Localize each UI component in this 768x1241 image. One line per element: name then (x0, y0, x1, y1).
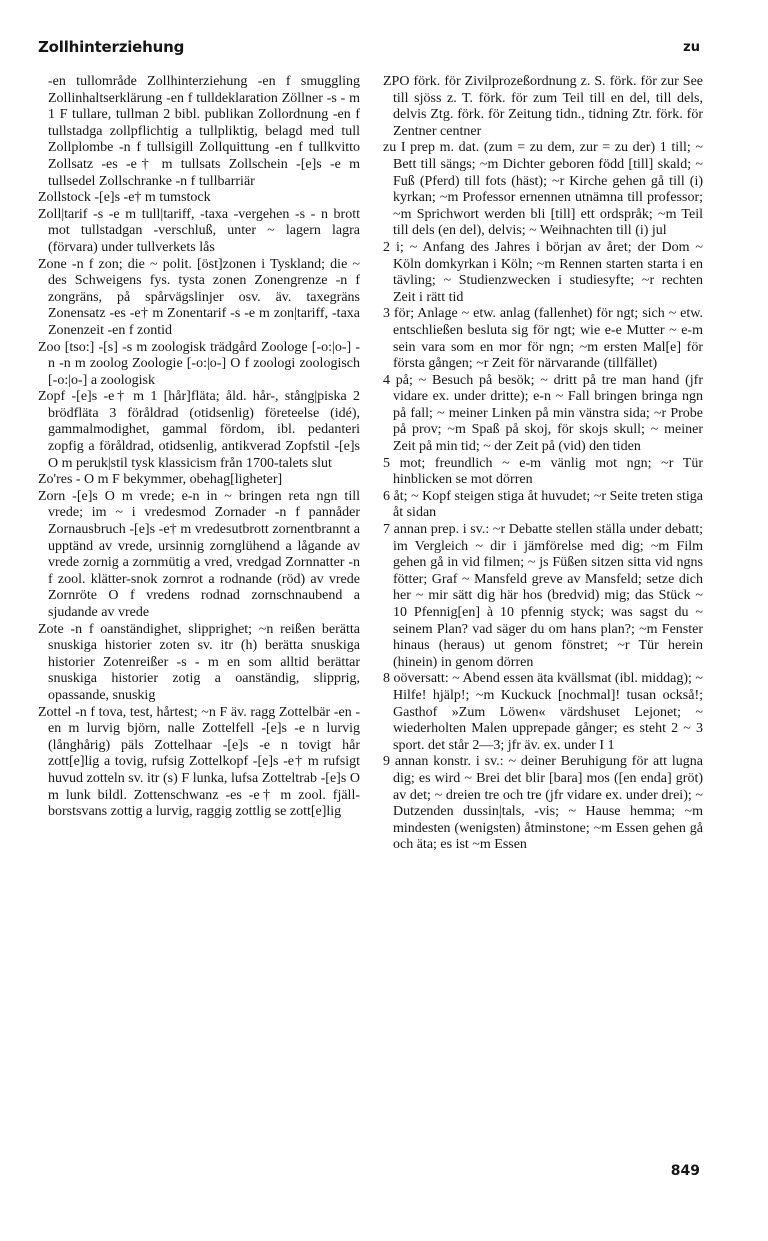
dictionary-entry: 3 för; Anlage ~ etw. anlag (fallenhet) för ngt; sich ~ etw. entschließen besluta sig för ngt; wie e-e Mutter ~ e-m sein vara som en mor för ngn; ~m ersten Mal[e] för första gången; ~r Zeit för närvarande (tillfället) (383, 306, 703, 372)
dictionary-entry: Zollstock -[e]s -e† m tumstock (38, 190, 211, 206)
dictionary-entry: Zottel -n f tova, test, hårtest; ~n F äv. ragg Zottelbär -en -en m lurvig björn, nalle Zottelfell -[e]s -e n lurvig (långhårig) päls Zottelhaar -[e]s -e n tovigt hår zott[e]lig a tovig, rufsig Zottelkopf -[e]s -e† m rufsigt huvud zotteln sv. itr (s) F lunka, lufsa Zotteltrab -[e]s O m lunk bildl. Zottenschwanz -es -e† m zool. fjäll-borstsvans zottig a lurvig, raggig zottlig se zott[e]lig (38, 704, 360, 820)
page-number: 849 (670, 1163, 700, 1179)
dictionary-entry: ZPO förk. för Zivilprozeßordnung z. S. förk. för zur See till sjöss z. T. förk. för zum Teil till en del, till dels, delvis Ztg. förk. för Zeitung tidn., tidning Ztr. förk. för Zentner centner (383, 74, 703, 139)
page-header-guide-word: zu (683, 40, 700, 55)
dictionary-entry: Zopf -[e]s -e† m 1 [hår]fläta; åld. hår-, stång|piska 2 brödfläta 3 föråldrad (otidsenlig) företeelse (idé), gammalmodighet, gammal fördom, ibl. pedanteri zopfig a föråldrad, otidsenlig, antikverad Zopfstil -[e]s O m peruk|stil tysk klassicism från 1700-talets slut (38, 389, 360, 471)
dictionary-entry: Zo'res - O m F bekymmer, obehag[ligheter] (38, 472, 283, 488)
dictionary-entry: 4 på; ~ Besuch på besök; ~ dritt på tre man hand (jfr vidare ex. under dritte); e-n ~ Fall bringen bringa ngn på fall; ~ meiner Linken på min vänstra sida; ~r Probe på prov; ~m Spaß på skoj, för skojs skull; ~ meiner Zeit på min tid; ~ der Zeit på (vid) den tiden (383, 372, 703, 455)
dictionary-entry: Zorn -[e]s O m vrede; e-n in ~ bringen reta ngn till vrede; im ~ i vredesmod Zornader -n f pannåder Zornausbruch -[e]s -e† m vredesutbrott zornentbrannt a upptänd av vrede, ursinnig zornglühend a lågande av vrede zornig a zornmütig a vred, vredgad Zornnatter -n f zool. klätter-snok zornrot a rodnande (röd) av vrede Zornröte O f vredens rodnad zornschnaubend a sjudande av vrede (38, 488, 360, 620)
dictionary-entry: zu I prep m. dat. (zum = zu dem, zur = zu der) 1 till; ~ Bett till sängs; ~m Dichter geboren född [till] skald; ~ Fuß (Pferd) till fots (häst); ~r Kirche gehen gå till (i) kyrkan; ~m Professor ernennen utnämna till professor; ~m Sprichwort werden bli [till] ett ordspråk; ~m Teil till dels (en del), delvis; ~ Weihnachten till (i) jul (383, 140, 703, 239)
dictionary-entry: 6 åt; ~ Kopf steigen stiga åt huvudet; ~r Seite treten stiga åt sidan (383, 488, 703, 521)
page-header-title: Zollhinterziehung (38, 38, 185, 56)
dictionary-entry: 7 annan prep. i sv.: ~r Debatte stellen ställa under debatt; im Vergleich ~ dir i jämförelse med dig; ~m Film gehen gå in vid filmen; ~ js Füßen sitzen sitta vid ngns fötter; Graf ~ Mansfeld greve av Mansfeld; setze dich her ~ mir sätt dig här hos (bredvid) mig; das Stück ~ 10 Pfennig[en] à 10 pfennig styck; was sagst du ~ seinem Plan? vad säger du om hans plan?; ~m Fenster hinaus (heraus) ut genom fönstret; ~r Tür herein (hinein) in genom dörren (383, 522, 703, 670)
left-column (38, 74, 360, 821)
dictionary-entry: 5 mot; freundlich ~ e-m vänlig mot ngn; ~r Tür hinblicken se mot dörren (383, 455, 703, 488)
dictionary-entry: 9 annan konstr. i sv.: ~ deiner Beruhigung för att lugna dig; es wird ~ Brei det blir [bara] mos ([en enda] gröt) av det; ~ dreien tre och tre (jfr vidare ex. under drei); ~ Dutzenden dussin|tals, -vis; ~ Hause hemma; ~m mindesten (wenigsten) åtminstone; ~m Essen gehen gå och äta; es ist ~m Essen (383, 754, 703, 853)
dictionary-entry: Zoll|tarif -s -e m tull|tariff, -taxa -vergehen -s - n brott mot tullstadgan -verschluß, unter ~ lagern lagra (förvara) under tullverkets lås (38, 206, 360, 255)
right-column (383, 74, 703, 854)
dictionary-entry: Zone -n f zon; die ~ polit. [öst]zonen i Tyskland; die ~ des Schweigens fys. tysta zonen Zonengrenze -n f zongräns, på spårvägslinjer osv. äv. taxegräns Zonensatz -es -e† m Zonentarif -s -e m zon|tariff, -taxa Zonenzeit -en f zontid (38, 256, 360, 338)
dictionary-entry: -en tullområde Zollhinterziehung -en f smuggling Zollinhaltserklärung -en f tulldeklaration Zöllner -s - m 1 F tullare, tullman 2 bibl. publikan Zollordnung -en f tullstadga zollpflichtig a tullpliktig, belagd med tull Zollplombe -n f tullsigill Zollquittung -en f tullkvitto Zollsatz -es -e† m tullsats Zollschein -[e]s -e m tullsedel Zollschranke -n f tullbarriär (48, 74, 360, 189)
dictionary-entry: 2 i; ~ Anfang des Jahres i början av året; der Dom ~ Köln domkyrkan i Köln; ~m Rennen starten starta i en tävling; ~ Studienzwecken i studiesyfte; ~r rechten Zeit i rätt tid (383, 239, 703, 305)
dictionary-entry: 8 oöversatt: ~ Abend essen äta kvällsmat (ibl. middag); ~ Hilfe! hjälp!; ~m Kuckuck [nochmal]! tusan också!; Gasthof »Zum Löwen« värdshuset Lejonet; ~ wiederholten Malen upprepade gånger; es steht 2 ~ 3 sport. det står 2—3; jfr äv. ex. under I 1 (383, 671, 703, 753)
dictionary-entry: Zote -n f oanständighet, slipprighet; ~n reißen berätta snuskiga historier zoten sv. itr (h) berätta snuskiga historier Zotenreißer -s - m en som alltid berättar snuskiga historier zotig a oanständig, slipprig, opassande, snuskig (38, 621, 360, 703)
dictionary-entry: Zoo [tso:] -[s] -s m zoologisk trädgård Zoologe [-o:|o-] -n -n m zoolog Zoologie [-o:|o-] O f zoologi zoologisch [-o:|o-] a zoologisk (38, 339, 360, 388)
